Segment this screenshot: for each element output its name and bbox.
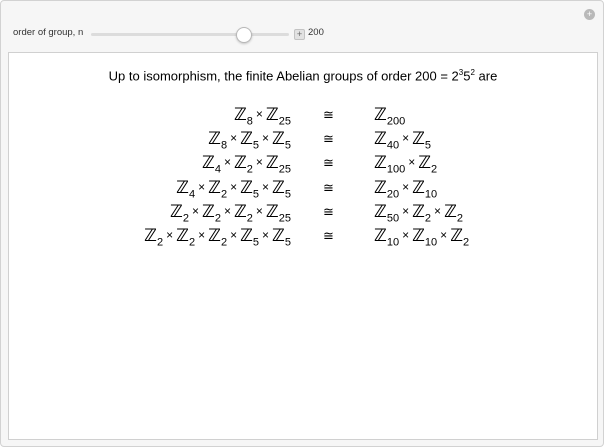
times-symbol: ×	[402, 179, 410, 194]
times-symbol: ×	[402, 131, 410, 146]
primary-cyclic-group: ℤ$_8$	[208, 129, 228, 152]
invariant-cyclic-group: ℤ$_2$	[412, 201, 432, 225]
invariant-cyclic-group: ℤ$_{40}$	[374, 129, 400, 152]
primary-cyclic-group: ℤ$_2$	[208, 177, 228, 200]
primary-cyclic-group: ℤ$_2$	[144, 226, 164, 249]
isomorphism-symbol: ≅	[323, 131, 334, 147]
times-symbol: ×	[255, 107, 263, 121]
invariant-cyclic-group: ℤ$_2$	[444, 201, 464, 225]
result-heading: Up to isomorphism, the finite Abelian groups of order $200 = 2^35^2$ are	[108, 68, 498, 84]
invariant-factor-decomposition	[374, 129, 431, 151]
invariant-cyclic-group: ℤ$_{10}$	[412, 226, 438, 249]
primary-decomposition	[176, 178, 291, 200]
invariant-cyclic-group: ℤ$_2$	[450, 226, 470, 249]
group-row	[9, 226, 597, 250]
invariant-cyclic-group: ℤ$_{100}$	[374, 153, 406, 176]
times-symbol: ×	[402, 228, 410, 242]
times-symbol: ×	[230, 179, 238, 194]
primary-cyclic-group: ℤ$_5$	[272, 177, 291, 200]
primary-cyclic-group: ℤ$_2$	[233, 201, 253, 225]
reset-icon[interactable]: +	[584, 9, 595, 20]
invariant-cyclic-group: ℤ$_2$	[418, 153, 438, 176]
times-symbol: ×	[191, 203, 199, 218]
invariant-factor-decomposition	[374, 178, 437, 200]
times-symbol: ×	[166, 228, 174, 242]
primary-cyclic-group: ℤ$_5$	[240, 129, 260, 152]
primary-decomposition	[170, 202, 291, 224]
primary-cyclic-group: ℤ$_5$	[272, 226, 291, 249]
times-symbol: ×	[434, 203, 442, 218]
primary-cyclic-group: ℤ$_2$	[233, 153, 253, 176]
invariant-factor-decomposition	[374, 105, 405, 127]
primary-cyclic-group: ℤ$_2$	[170, 201, 189, 225]
primary-cyclic-group: ℤ$_5$	[272, 129, 291, 152]
group-row	[9, 153, 597, 177]
times-symbol: ×	[440, 228, 448, 242]
times-symbol: ×	[198, 228, 206, 242]
times-symbol: ×	[408, 155, 416, 170]
plus-icon[interactable]: +	[294, 29, 305, 40]
times-symbol: ×	[262, 228, 270, 242]
times-symbol: ×	[230, 228, 238, 242]
group-row	[9, 105, 597, 129]
invariant-cyclic-group: ℤ$_{50}$	[374, 201, 400, 225]
order-label: order of group, n	[13, 27, 84, 38]
times-symbol: ×	[223, 203, 231, 218]
isomorphism-symbol: ≅	[323, 107, 334, 122]
primary-cyclic-group: ℤ$_{25}$	[265, 153, 291, 176]
times-symbol: ×	[262, 179, 270, 194]
primary-cyclic-group: ℤ$_4$	[201, 153, 221, 176]
isomorphism-symbol: ≅	[323, 228, 334, 243]
slider-thumb[interactable]	[236, 27, 252, 43]
order-slider[interactable]	[91, 33, 289, 36]
isomorphism-symbol: ≅	[323, 203, 334, 219]
group-row	[9, 129, 597, 153]
primary-cyclic-group: ℤ$_{25}$	[265, 105, 291, 128]
primary-decomposition	[144, 226, 291, 248]
isomorphism-symbol: ≅	[323, 155, 334, 171]
times-symbol: ×	[255, 155, 263, 170]
invariant-factor-decomposition	[374, 202, 463, 224]
times-symbol: ×	[223, 155, 231, 170]
times-symbol: ×	[262, 131, 270, 146]
isomorphism-symbol: ≅	[323, 179, 334, 195]
invariant-cyclic-group: ℤ$_{10}$	[374, 226, 400, 249]
group-row	[9, 202, 597, 226]
invariant-cyclic-group: ℤ$_{10}$	[412, 177, 438, 200]
primary-decomposition	[202, 153, 291, 175]
times-symbol: ×	[402, 203, 410, 218]
invariant-factor-decomposition	[374, 153, 437, 175]
primary-cyclic-group: ℤ$_4$	[176, 177, 196, 200]
invariant-cyclic-group: ℤ$_{200}$	[374, 105, 406, 128]
primary-decomposition	[234, 105, 291, 127]
invariant-factor-decomposition	[374, 226, 469, 248]
output-panel	[8, 52, 598, 440]
invariant-cyclic-group: ℤ$_{20}$	[374, 177, 400, 200]
primary-cyclic-group: ℤ$_5$	[240, 177, 260, 200]
primary-cyclic-group: ℤ$_{25}$	[265, 201, 291, 225]
primary-cyclic-group: ℤ$_8$	[233, 105, 253, 128]
primary-decomposition	[208, 129, 291, 151]
primary-cyclic-group: ℤ$_2$	[176, 226, 196, 249]
primary-cyclic-group: ℤ$_5$	[240, 226, 260, 249]
order-value: 200	[308, 27, 324, 38]
times-symbol: ×	[255, 203, 263, 218]
primary-cyclic-group: ℤ$_2$	[201, 201, 221, 225]
times-symbol: ×	[198, 179, 206, 194]
invariant-cyclic-group: ℤ$_5$	[412, 129, 432, 152]
times-symbol: ×	[230, 131, 238, 146]
primary-cyclic-group: ℤ$_2$	[208, 226, 228, 249]
group-row	[9, 178, 597, 202]
